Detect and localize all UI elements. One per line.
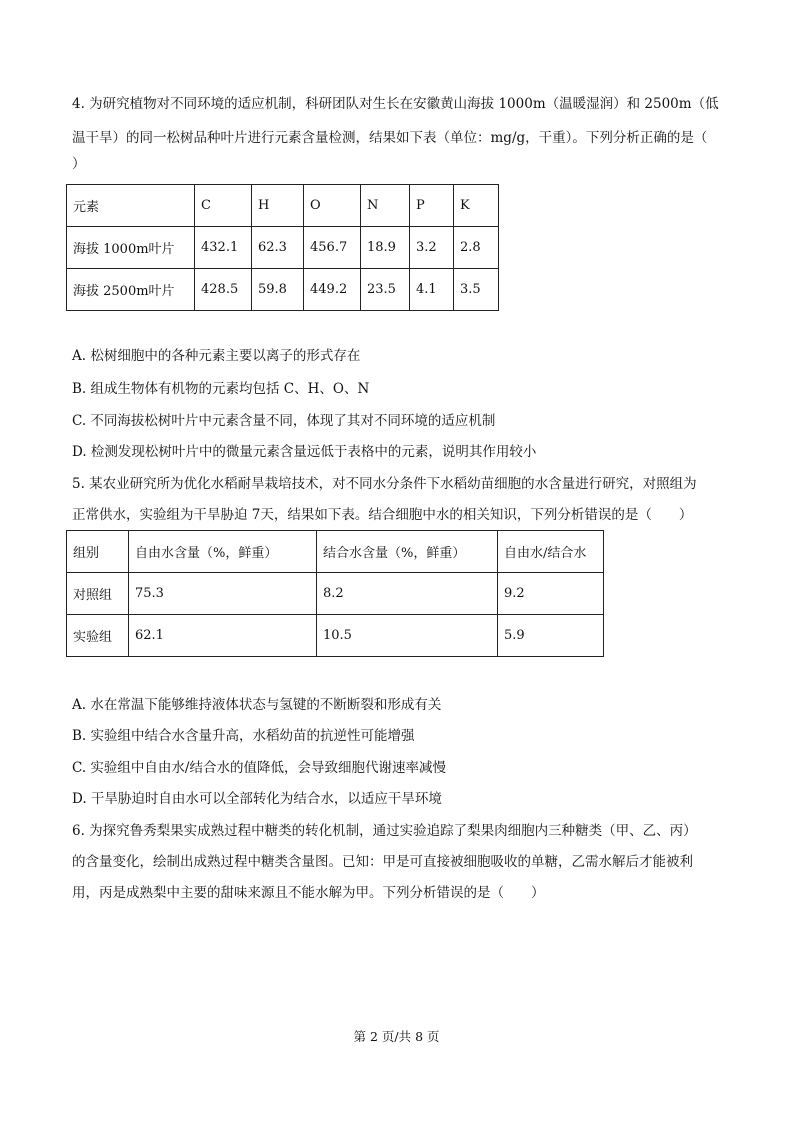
table-row — [67, 227, 499, 269]
table-cell: 62.1 — [129, 615, 317, 657]
table-cell: O — [304, 185, 361, 227]
table-cell: 3.2 — [410, 227, 454, 269]
q6-stem-line-1: 6. 为探究鲁秀梨果实成熟过程中糖类的转化机制，通过实验追踪了梨果肉细胞内三种糖类（甲、乙、丙） — [72, 823, 697, 839]
q4-option-a: A. 松树细胞中的各种元素主要以离子的形式存在 — [72, 348, 361, 364]
water-content-table — [66, 530, 604, 657]
q5-stem-line-1: 5. 某农业研究所为优化水稻耐旱栽培技术，对不同水分条件下水稻幼苗细胞的水含量进行研究，对照组为 — [72, 476, 697, 492]
table-cell: K — [454, 185, 499, 227]
table-cell: 对照组 — [67, 573, 129, 615]
q5-option-c: C. 实验组中自由水/结合水的值降低，会导致细胞代谢速率减慢 — [72, 760, 446, 776]
q4-option-b: B. 组成生物体有机物的元素均包括 C、H、O、N — [72, 381, 370, 397]
table-cell: 结合水含量（%，鲜重） — [317, 531, 498, 573]
table-cell: 75.3 — [129, 573, 317, 615]
element-content-table — [66, 184, 499, 311]
table-header-row — [67, 185, 499, 227]
q4-stem-line-2: 温干旱）的同一松树品种叶片进行元素含量检测，结果如下表（单位：mg/g，干重）。下列分析正确的是（ — [72, 130, 708, 146]
q4-stem-line-1: 4. 为研究植物对不同环境的适应机制，科研团队对生长在安徽黄山海拔 1000m（温暖湿润）和 2500m（低 — [72, 96, 719, 112]
table-cell: 59.8 — [252, 269, 304, 311]
table-cell: 自由水/结合水 — [498, 531, 604, 573]
q6-stem-line-3: 用，丙是成熟梨中主要的甜味来源且不能水解为甲。下列分析错误的是（ ） — [72, 885, 545, 901]
table-cell: 海拔 2500m叶片 — [67, 269, 195, 311]
table-cell: 23.5 — [361, 269, 410, 311]
q5-stem-line-2: 正常供水，实验组为干旱胁迫 7天，结果如下表。结合细胞中水的相关知识，下列分析错误的是（ ） — [72, 507, 693, 523]
table-cell: P — [410, 185, 454, 227]
table-cell: 449.2 — [304, 269, 361, 311]
table-cell: 18.9 — [361, 227, 410, 269]
table-cell: 5.9 — [498, 615, 604, 657]
q4-option-c: C. 不同海拔松树叶片中元素含量不同，体现了其对不同环境的适应机制 — [72, 413, 496, 429]
table-cell: 62.3 — [252, 227, 304, 269]
table-row — [67, 573, 604, 615]
q5-option-d: D. 干旱胁迫时自由水可以全部转化为结合水，以适应干旱环境 — [72, 791, 442, 807]
table-cell: 2.8 — [454, 227, 499, 269]
q6-stem-line-2: 的含量变化，绘制出成熟过程中糖类含量图。已知：甲是可直接被细胞吸收的单糖，乙需水解后才能被利 — [72, 854, 693, 870]
table-cell: 元素 — [67, 185, 195, 227]
q5-option-b: B. 实验组中结合水含量升高，水稻幼苗的抗逆性可能增强 — [72, 728, 415, 744]
table-row — [67, 269, 499, 311]
table-cell: 实验组 — [67, 615, 129, 657]
q4-option-d: D. 检测发现松树叶片中的微量元素含量远低于表格中的元素，说明其作用较小 — [72, 444, 537, 460]
table-cell: 组别 — [67, 531, 129, 573]
table-cell: 8.2 — [317, 573, 498, 615]
table-cell: 9.2 — [498, 573, 604, 615]
table-cell: N — [361, 185, 410, 227]
table-cell: 432.1 — [195, 227, 252, 269]
q4-stem-line-3: ） — [72, 156, 86, 172]
table-cell: 456.7 — [304, 227, 361, 269]
table-cell: 4.1 — [410, 269, 454, 311]
table-cell: H — [252, 185, 304, 227]
table-cell: 10.5 — [317, 615, 498, 657]
page-number-footer: 第 2 页/共 8 页 — [353, 1029, 440, 1044]
table-cell: C — [195, 185, 252, 227]
table-row — [67, 615, 604, 657]
table-cell: 3.5 — [454, 269, 499, 311]
q5-option-a: A. 水在常温下能够维持液体状态与氢键的不断断裂和形成有关 — [72, 697, 442, 713]
table-cell: 428.5 — [195, 269, 252, 311]
table-cell: 海拔 1000m叶片 — [67, 227, 195, 269]
table-cell: 自由水含量（%，鲜重） — [129, 531, 317, 573]
table-header-row — [67, 531, 604, 573]
